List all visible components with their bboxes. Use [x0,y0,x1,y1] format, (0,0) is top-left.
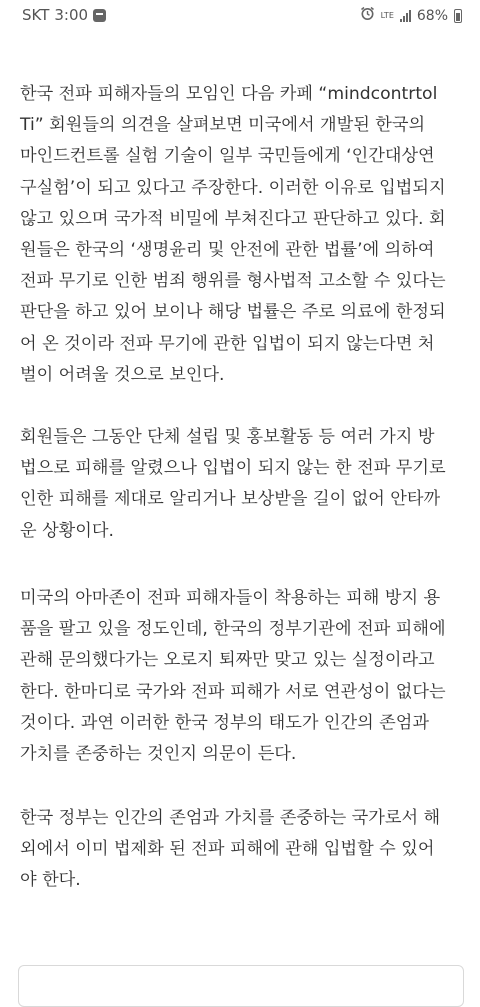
status-right [360,6,462,25]
text-line: 원들은 한국의 ‘생명윤리 및 안전에 관한 법률’에 의하여 [20,239,435,260]
text-line: 품을 팔고 있을 정도인데, 한국의 정부기관에 전파 피해에 [20,619,446,640]
text-line: 회원들은 그동안 단체 설립 및 홍보활동 등 여러 가지 방 [20,427,435,447]
text-line: 법으로 피해를 알렸으나 입법이 되지 않는 한 전파 무기로 [20,458,446,479]
text-line: 어 온 것이라 전파 무기에 관한 입법이 되지 않는다면 처 [20,333,435,354]
text-line: 벌이 어려울 것으로 보인다. [20,364,225,385]
text-line: 관해 문의했다가는 오로지 퇴짜만 맞고 있는 실정이라고 [20,650,435,671]
paragraph-4 [20,803,465,897]
text-line: 한다. 한마디로 국가와 전파 피해가 서로 연관성이 없다는 [20,681,446,702]
status-left [22,6,106,24]
text-line: 구실험’이 되고 있다고 주장한다. 이러한 이유로 입법되지 [20,177,446,198]
paragraph-3 [20,583,465,770]
status-bar [0,0,480,30]
text-line: 외에서 이미 법제화 된 전파 피해에 관해 입법할 수 있어 [20,839,435,860]
notification-icon [93,9,106,22]
text-line: 미국의 아마존이 전파 피해자들이 착용하는 피해 방지 용 [20,588,441,608]
battery-percent: 68% [416,7,448,24]
clock: 3:00 [54,6,89,24]
network-type: LTE [380,10,394,20]
text-line: 한국 전파 피해자들의 모임인 다음 카페 “mindcontrtol [20,84,438,104]
text-line: 것이다. 과연 이러한 한국 정부의 태도가 인간의 존엄과 [20,712,429,733]
bottom-card[interactable] [18,965,464,1007]
paragraph-1 [20,79,465,391]
text-line: 야 한다. [20,870,81,891]
alarm-icon [360,6,375,25]
battery-icon [454,9,462,23]
text-line: Ti” 회원들의 의견을 살펴보면 미국에서 개발된 한국의 [20,115,426,136]
signal-icon [400,10,411,22]
carrier-label: SKT [22,6,50,24]
text-line: 한국 정부는 인간의 존엄과 가치를 존중하는 국가로서 해 [20,808,441,828]
text-line: 운 상황이다. [20,520,114,541]
paragraph-2 [20,422,465,547]
text-line: 않고 있으며 국가적 비밀에 부쳐진다고 판단하고 있다. 회 [20,208,446,229]
text-line: 판단을 하고 있어 보이나 해당 법률은 주로 의료에 한정되 [20,302,446,323]
text-line: 인한 피해를 제대로 알리거나 보상받을 길이 없어 안타까 [20,489,441,510]
text-line: 전파 무기로 인한 범죄 행위를 형사법적 고소할 수 있다는 [20,271,446,292]
text-line: 가치를 존중하는 것인지 의문이 든다. [20,743,297,764]
text-line: 마인드컨트롤 실험 기술이 일부 국민들에게 ‘인간대상연 [20,146,435,167]
